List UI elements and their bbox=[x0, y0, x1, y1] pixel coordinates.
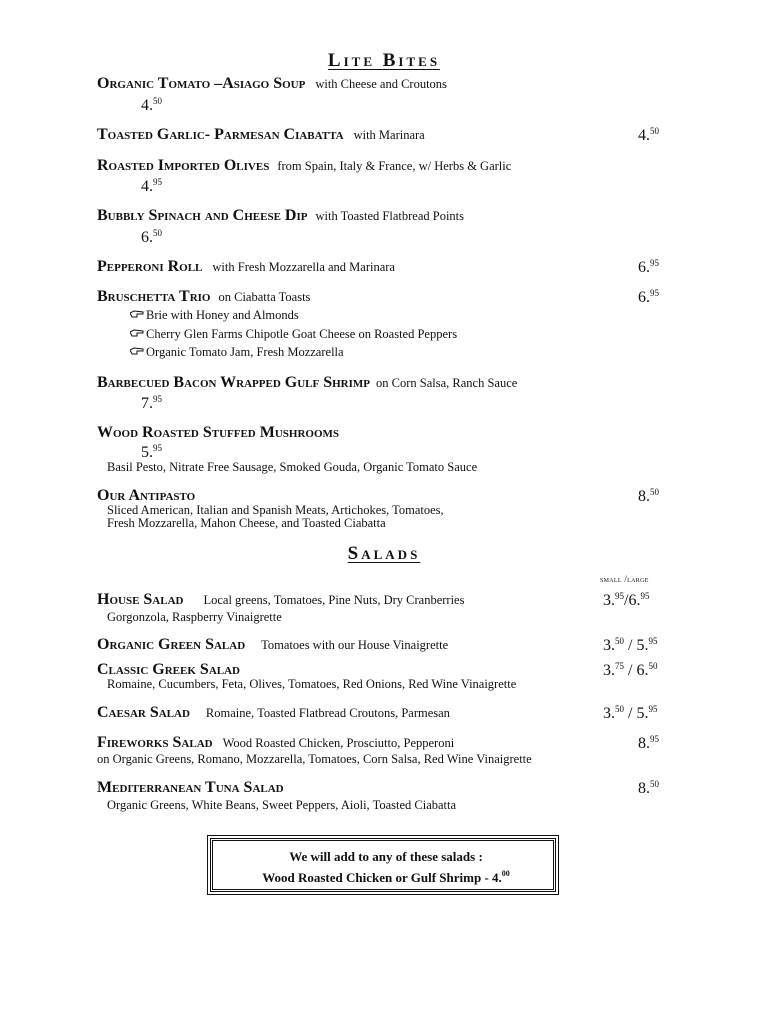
menu-item bbox=[97, 288, 310, 306]
menu-item bbox=[97, 258, 395, 276]
salad-addon-note bbox=[210, 838, 556, 892]
item-price: 8.95 bbox=[638, 734, 659, 752]
menu-item bbox=[97, 126, 425, 144]
item-name: Classic Greek Salad bbox=[97, 661, 240, 678]
salads-heading: Salads bbox=[347, 543, 421, 564]
item-name: Organic Tomato –Asiago Soup bbox=[97, 75, 306, 92]
item-price: 3.95/6.95 bbox=[603, 591, 650, 609]
item-price: 4.50 bbox=[141, 96, 162, 114]
item-desc: with Fresh Mozzarella and Marinara bbox=[212, 260, 395, 274]
item-name: Pepperoni Roll bbox=[97, 258, 203, 275]
item-price: 4.95 bbox=[141, 177, 162, 195]
item-price: 8.50 bbox=[638, 779, 659, 797]
item-desc: Basil Pesto, Nitrate Free Sausage, Smoked Gouda, Organic Tomato Sauce bbox=[107, 460, 478, 474]
menu-item bbox=[97, 636, 448, 654]
item-name: Barbecued Bacon Wrapped Gulf Shrimp bbox=[97, 374, 371, 391]
menu-item bbox=[97, 779, 284, 797]
item-desc: Wood Roasted Chicken, Prosciutto, Pepperoni bbox=[222, 736, 455, 750]
item-desc: Sliced American, Italian and Spanish Meats, Artichokes, Tomatoes, bbox=[107, 503, 444, 517]
item-price: 6.95 bbox=[638, 288, 659, 306]
item-price: 6.95 bbox=[638, 258, 659, 276]
size-label: small /large bbox=[600, 574, 649, 584]
item-name: Our Antipasto bbox=[97, 487, 196, 504]
item-name: Bubbly Spinach and Cheese Dip bbox=[97, 207, 308, 224]
item-desc: Gorgonzola, Raspberry Vinaigrette bbox=[107, 610, 282, 624]
pointing-hand-icon bbox=[130, 347, 144, 355]
item-price: 3.75 / 6.50 bbox=[603, 661, 658, 679]
item-desc: Fresh Mozzarella, Mahon Cheese, and Toasted Ciabatta bbox=[107, 516, 386, 530]
item-price: 8.50 bbox=[638, 487, 659, 505]
note-line-2: Wood Roasted Chicken or Gulf Shrimp - 4.00 bbox=[262, 869, 510, 885]
item-name: Toasted Garlic- Parmesan Ciabatta bbox=[97, 126, 344, 143]
item-price: 7.95 bbox=[141, 394, 162, 412]
menu-item bbox=[97, 75, 447, 93]
item-desc: from Spain, Italy & France, w/ Herbs & Garlic bbox=[277, 159, 512, 173]
item-price: 5.95 bbox=[141, 443, 162, 461]
menu-item bbox=[97, 591, 464, 609]
menu-item bbox=[97, 424, 339, 442]
item-price: 4.50 bbox=[638, 126, 659, 144]
item-desc: Local greens, Tomatoes, Pine Nuts, Dry Cranberries bbox=[203, 593, 465, 607]
item-name: Wood Roasted Stuffed Mushrooms bbox=[97, 424, 340, 441]
menu-item bbox=[97, 704, 450, 722]
menu-item bbox=[97, 734, 454, 752]
item-name: Organic Green Salad bbox=[97, 636, 246, 653]
note-line-1: We will add to any of these salads : bbox=[289, 849, 483, 864]
list-item: Organic Tomato Jam, Fresh Mozzarella bbox=[130, 345, 344, 360]
item-name: House Salad bbox=[97, 591, 184, 608]
menu-item bbox=[97, 207, 464, 225]
item-desc: on Organic Greens, Romano, Mozzarella, Tomatoes, Corn Salsa, Red Wine Vinaigrette bbox=[97, 752, 532, 766]
item-desc: Organic Greens, White Beans, Sweet Peppers, Aioli, Toasted Ciabatta bbox=[107, 798, 457, 812]
item-name: Caesar Salad bbox=[97, 704, 190, 721]
menu-item bbox=[97, 374, 517, 392]
list-item: Cherry Glen Farms Chipotle Goat Cheese on Roasted Peppers bbox=[130, 327, 457, 342]
item-desc: with Toasted Flatbread Points bbox=[315, 209, 465, 223]
item-desc: Romaine, Toasted Flatbread Croutons, Parmesan bbox=[205, 706, 450, 720]
pointing-hand-icon bbox=[130, 310, 144, 318]
lite-bites-heading: Lite Bites bbox=[327, 50, 441, 71]
item-name: Roasted Imported Olives bbox=[97, 157, 270, 174]
item-name: Fireworks Salad bbox=[97, 734, 213, 751]
item-desc: with Cheese and Croutons bbox=[315, 77, 447, 91]
item-name: Bruschetta Trio bbox=[97, 288, 211, 305]
item-desc: with Marinara bbox=[353, 128, 425, 142]
item-desc: on Ciabatta Toasts bbox=[218, 290, 311, 304]
item-price: 3.50 / 5.95 bbox=[603, 636, 658, 654]
item-desc: Romaine, Cucumbers, Feta, Olives, Tomatoes, Red Onions, Red Wine Vinaigrette bbox=[107, 677, 517, 691]
pointing-hand-icon bbox=[130, 329, 144, 337]
menu-item bbox=[97, 157, 511, 175]
list-item: Brie with Honey and Almonds bbox=[130, 308, 299, 323]
item-name: Mediterranean Tuna Salad bbox=[97, 779, 284, 796]
item-price: 6.50 bbox=[141, 228, 162, 246]
item-desc: Tomatoes with our House Vinaigrette bbox=[261, 638, 449, 652]
item-desc: on Corn Salsa, Ranch Sauce bbox=[376, 376, 518, 390]
item-price: 3.50 / 5.95 bbox=[603, 704, 658, 722]
